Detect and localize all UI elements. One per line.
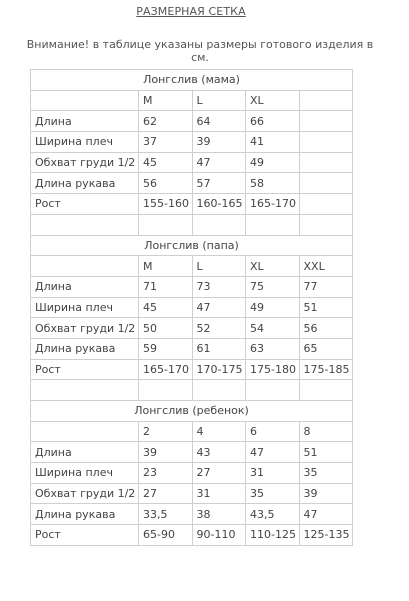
- value-cell: 49: [246, 297, 300, 318]
- label-cell: Длина: [31, 442, 139, 463]
- label-cell: Длина рукава: [31, 338, 139, 359]
- table-row: [31, 297, 353, 318]
- value-cell: 31: [246, 463, 300, 484]
- value-cell: 57: [192, 173, 246, 194]
- value-cell: 75: [246, 276, 300, 297]
- spacer-row: [31, 380, 353, 401]
- value-cell: 41: [246, 132, 300, 153]
- value-cell: 160-165: [192, 194, 246, 215]
- section-title-mama: Лонгслив (мама): [31, 70, 353, 91]
- size-cell: M: [139, 256, 193, 277]
- value-cell: 51: [299, 442, 353, 463]
- size-cell: M: [139, 90, 193, 111]
- value-cell: 39: [139, 442, 193, 463]
- table-row: [31, 173, 353, 194]
- label-cell: Обхват груди 1/2: [31, 483, 139, 504]
- section-title-papa: Лонгслив (папа): [31, 235, 353, 256]
- label-cell: Рост: [31, 525, 139, 546]
- value-cell: 155-160: [139, 194, 193, 215]
- size-cell: L: [192, 90, 246, 111]
- empty-cell: [192, 214, 246, 235]
- table-row: [31, 504, 353, 525]
- value-cell: 66: [246, 111, 300, 132]
- value-cell: 110-125: [246, 525, 300, 546]
- size-header-row: [31, 421, 353, 442]
- table-row: [31, 318, 353, 339]
- value-cell: [299, 173, 353, 194]
- value-cell: 43: [192, 442, 246, 463]
- section-title-row: [31, 70, 353, 91]
- label-cell: Длина: [31, 111, 139, 132]
- table-row: [31, 111, 353, 132]
- size-notice: Внимание! в таблице указаны размеры готового изделия в см.: [26, 38, 374, 64]
- value-cell: 165-170: [246, 194, 300, 215]
- section-title-row: [31, 401, 353, 422]
- label-cell: Рост: [31, 194, 139, 215]
- value-cell: 59: [139, 338, 193, 359]
- value-cell: 71: [139, 276, 193, 297]
- value-cell: 23: [139, 463, 193, 484]
- label-cell: Длина: [31, 276, 139, 297]
- value-cell: 43,5: [246, 504, 300, 525]
- table-row: [31, 483, 353, 504]
- value-cell: 56: [299, 318, 353, 339]
- label-cell: Длина рукава: [31, 173, 139, 194]
- table-row: [31, 338, 353, 359]
- value-cell: 52: [192, 318, 246, 339]
- value-cell: 73: [192, 276, 246, 297]
- value-cell: 51: [299, 297, 353, 318]
- label-cell: Обхват груди 1/2: [31, 152, 139, 173]
- value-cell: 45: [139, 297, 193, 318]
- size-cell: 4: [192, 421, 246, 442]
- size-cell: 2: [139, 421, 193, 442]
- table-row: [31, 463, 353, 484]
- value-cell: 39: [299, 483, 353, 504]
- value-cell: 63: [246, 338, 300, 359]
- empty-cell: [246, 380, 300, 401]
- empty-cell: [246, 214, 300, 235]
- size-cell: [299, 90, 353, 111]
- value-cell: 38: [192, 504, 246, 525]
- size-cell: 6: [246, 421, 300, 442]
- value-cell: 65: [299, 338, 353, 359]
- value-cell: 31: [192, 483, 246, 504]
- empty-cell: [139, 214, 193, 235]
- empty-cell: [299, 380, 353, 401]
- size-cell: XL: [246, 90, 300, 111]
- size-cell: XXL: [299, 256, 353, 277]
- table-row: [31, 442, 353, 463]
- table-row: [31, 525, 353, 546]
- label-cell: [31, 90, 139, 111]
- size-cell: L: [192, 256, 246, 277]
- table-row: [31, 132, 353, 153]
- value-cell: 56: [139, 173, 193, 194]
- empty-cell: [299, 214, 353, 235]
- size-cell: 8: [299, 421, 353, 442]
- value-cell: 47: [246, 442, 300, 463]
- value-cell: 35: [246, 483, 300, 504]
- value-cell: 33,5: [139, 504, 193, 525]
- value-cell: 35: [299, 463, 353, 484]
- value-cell: 90-110: [192, 525, 246, 546]
- value-cell: 49: [246, 152, 300, 173]
- empty-cell: [31, 214, 139, 235]
- value-cell: 47: [192, 297, 246, 318]
- value-cell: 61: [192, 338, 246, 359]
- value-cell: 27: [192, 463, 246, 484]
- value-cell: 50: [139, 318, 193, 339]
- label-cell: [31, 256, 139, 277]
- value-cell: 125-135: [299, 525, 353, 546]
- table-row: [31, 152, 353, 173]
- value-cell: [299, 194, 353, 215]
- label-cell: Ширина плеч: [31, 297, 139, 318]
- value-cell: 165-170: [139, 359, 193, 380]
- label-cell: Длина рукава: [31, 504, 139, 525]
- size-header-row: [31, 256, 353, 277]
- value-cell: [299, 152, 353, 173]
- empty-cell: [192, 380, 246, 401]
- value-cell: 39: [192, 132, 246, 153]
- spacer-row: [31, 214, 353, 235]
- value-cell: 58: [246, 173, 300, 194]
- value-cell: 64: [192, 111, 246, 132]
- empty-cell: [139, 380, 193, 401]
- value-cell: 45: [139, 152, 193, 173]
- label-cell: Обхват груди 1/2: [31, 318, 139, 339]
- size-chart-table: [30, 69, 353, 546]
- value-cell: 175-180: [246, 359, 300, 380]
- label-cell: Рост: [31, 359, 139, 380]
- section-title-row: [31, 235, 353, 256]
- page-title: РАЗМЕРНАЯ СЕТКА: [136, 5, 246, 18]
- value-cell: [299, 111, 353, 132]
- label-cell: Ширина плеч: [31, 463, 139, 484]
- value-cell: 27: [139, 483, 193, 504]
- value-cell: [299, 132, 353, 153]
- value-cell: 170-175: [192, 359, 246, 380]
- value-cell: 65-90: [139, 525, 193, 546]
- section-title-child: Лонгслив (ребенок): [31, 401, 353, 422]
- table-row: [31, 194, 353, 215]
- table-row: [31, 276, 353, 297]
- value-cell: 47: [299, 504, 353, 525]
- table-row: [31, 359, 353, 380]
- value-cell: 77: [299, 276, 353, 297]
- size-header-row: [31, 90, 353, 111]
- label-cell: Ширина плеч: [31, 132, 139, 153]
- value-cell: 62: [139, 111, 193, 132]
- value-cell: 54: [246, 318, 300, 339]
- value-cell: 47: [192, 152, 246, 173]
- label-cell: [31, 421, 139, 442]
- empty-cell: [31, 380, 139, 401]
- value-cell: 37: [139, 132, 193, 153]
- value-cell: 175-185: [299, 359, 353, 380]
- size-cell: XL: [246, 256, 300, 277]
